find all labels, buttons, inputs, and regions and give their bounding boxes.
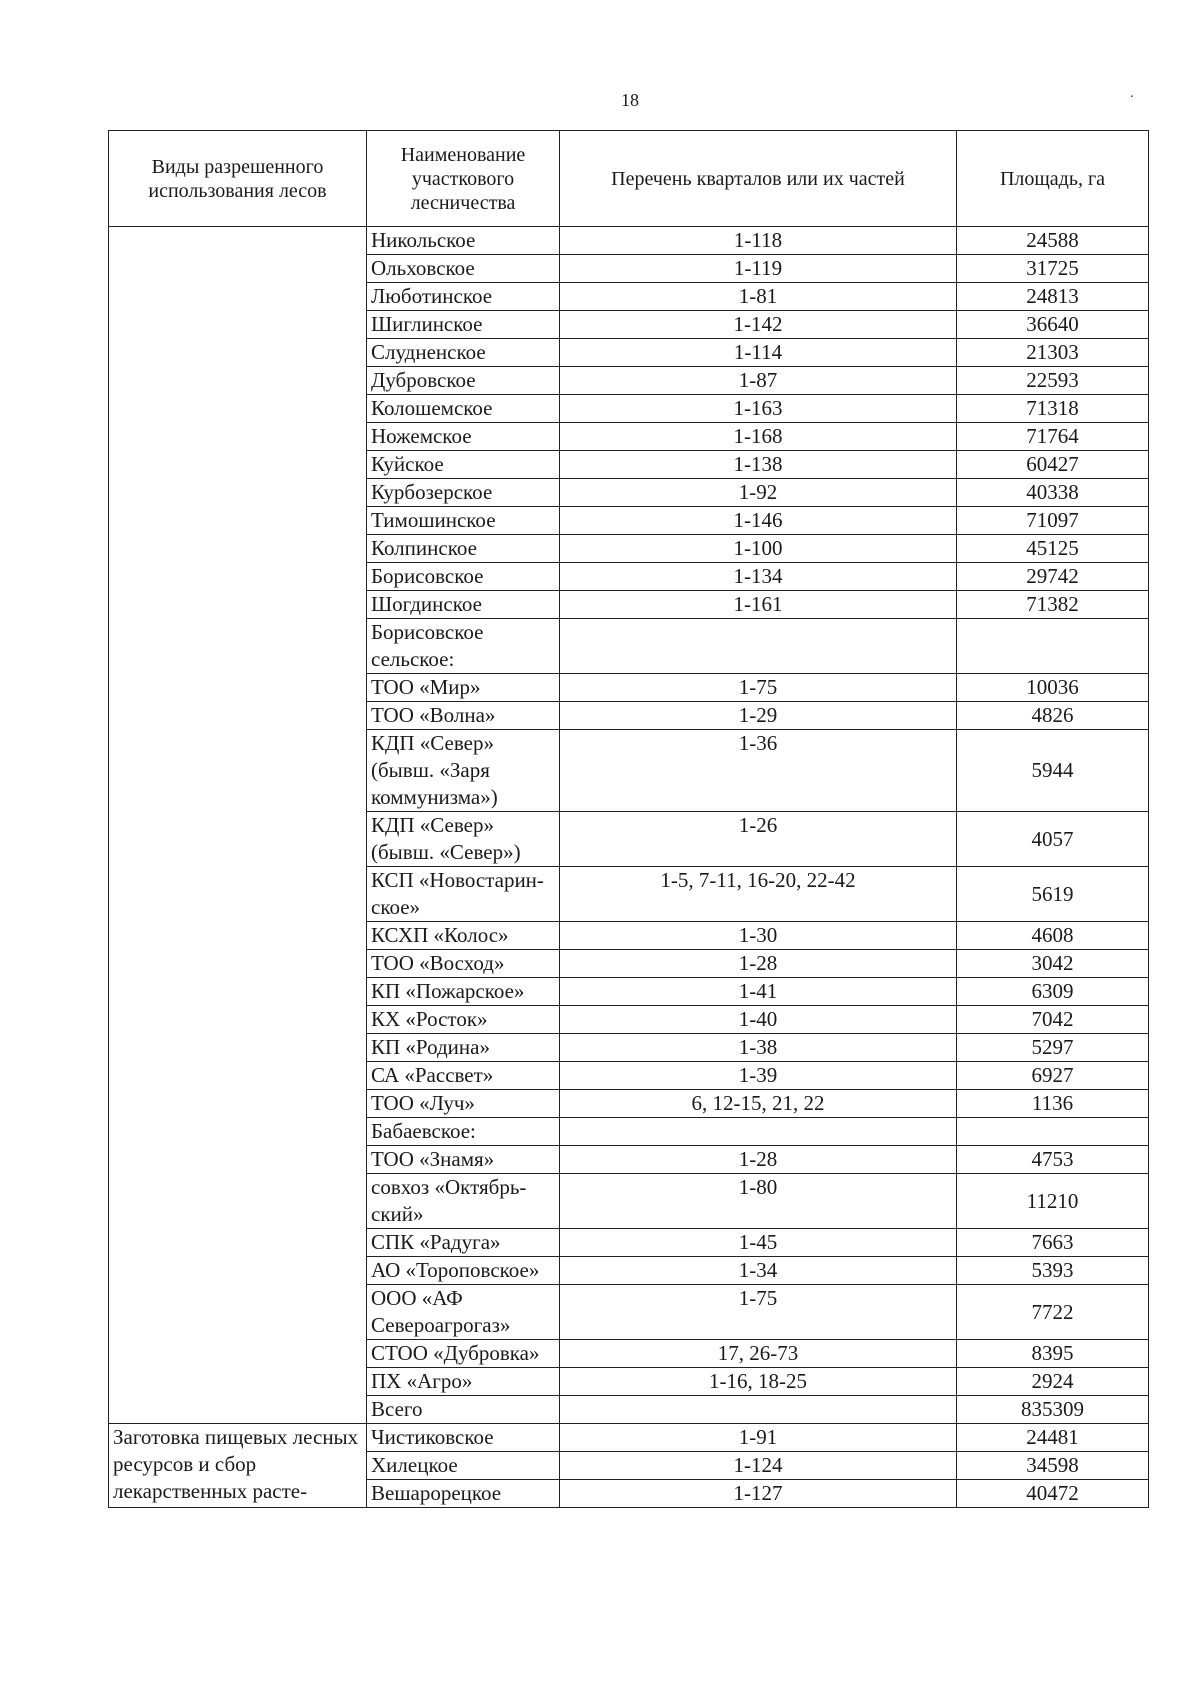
quarters-list: 1-146 [560,507,957,535]
area-value: 5944 [957,730,1149,812]
forestry-name: СПК «Радуга» [367,1229,560,1257]
header-quarters: Перечень кварталов или их частей [560,131,957,227]
area-value: 4608 [957,922,1149,950]
area-value: 34598 [957,1452,1149,1480]
area-value: 71097 [957,507,1149,535]
quarters-list: 1-124 [560,1452,957,1480]
area-value: 71318 [957,395,1149,423]
forestry-name: КДП «Север» (бывш. «Заря коммунизма») [367,730,560,812]
area-value: 4826 [957,702,1149,730]
quarters-list: 1-142 [560,311,957,339]
forestry-name: Люботинское [367,283,560,311]
quarters-list [560,1396,957,1424]
forestry-name: Шогдинское [367,591,560,619]
area-value: 1136 [957,1090,1149,1118]
forestry-name: ТОО «Знамя» [367,1146,560,1174]
forestry-name: КХ «Росток» [367,1006,560,1034]
quarters-list: 1-81 [560,283,957,311]
table-row [109,1424,1149,1452]
forestry-name: Курбозерское [367,479,560,507]
quarters-list: 1-119 [560,255,957,283]
forestry-name: ТОО «Волна» [367,702,560,730]
quarters-list: 1-5, 7-11, 16-20, 22-42 [560,867,957,922]
area-value [957,1118,1149,1146]
area-value: 835309 [957,1396,1149,1424]
area-value: 7722 [957,1285,1149,1340]
quarters-list: 1-28 [560,950,957,978]
area-value: 10036 [957,674,1149,702]
area-value: 6309 [957,978,1149,1006]
quarters-list: 1-134 [560,563,957,591]
forestry-name: Вешарорецкое [367,1480,560,1508]
quarters-list: 1-28 [560,1146,957,1174]
forestry-name: Ольховское [367,255,560,283]
quarters-list: 1-87 [560,367,957,395]
forestry-name: СА «Рассвет» [367,1062,560,1090]
quarters-list: 1-34 [560,1257,957,1285]
quarters-list: 1-92 [560,479,957,507]
forestry-name: КП «Пожарское» [367,978,560,1006]
forestry-name: ТОО «Восход» [367,950,560,978]
forest-use-table [108,130,1149,1508]
quarters-list: 1-75 [560,1285,957,1340]
forestry-name: СТОО «Дубровка» [367,1340,560,1368]
quarters-list: 1-138 [560,451,957,479]
area-value: 5297 [957,1034,1149,1062]
quarters-list: 1-29 [560,702,957,730]
scan-mark: . [1130,86,1134,101]
area-value: 11210 [957,1174,1149,1229]
area-value: 36640 [957,311,1149,339]
quarters-list: 1-91 [560,1424,957,1452]
forestry-name: Борисовское сельское: [367,619,560,674]
area-value: 22593 [957,367,1149,395]
quarters-list: 1-114 [560,339,957,367]
header-use-type: Виды разрешенного использования лесов [109,131,367,227]
forestry-name: ТОО «Луч» [367,1090,560,1118]
area-value: 4057 [957,812,1149,867]
table-header-row [109,131,1149,227]
area-value: 8395 [957,1340,1149,1368]
area-value: 29742 [957,563,1149,591]
area-value: 7663 [957,1229,1149,1257]
forestry-name: Бабаевское: [367,1118,560,1146]
quarters-list: 1-168 [560,423,957,451]
area-value: 21303 [957,339,1149,367]
forestry-name: совхоз «Октябрь-ский» [367,1174,560,1229]
forestry-name: КСХП «Колос» [367,922,560,950]
forestry-name: Никольское [367,227,560,255]
quarters-list: 1-41 [560,978,957,1006]
area-value: 5619 [957,867,1149,922]
forestry-name: Колошемское [367,395,560,423]
area-value: 71382 [957,591,1149,619]
forestry-name: АО «Тороповское» [367,1257,560,1285]
forestry-name: КП «Родина» [367,1034,560,1062]
area-value: 4753 [957,1146,1149,1174]
header-forestry: Наименование участкового лесничества [367,131,560,227]
quarters-list: 1-39 [560,1062,957,1090]
forestry-name: Колпинское [367,535,560,563]
area-value: 24481 [957,1424,1149,1452]
quarters-list: 1-26 [560,812,957,867]
forestry-name: Шиглинское [367,311,560,339]
area-value: 60427 [957,451,1149,479]
quarters-list: 1-127 [560,1480,957,1508]
quarters-list: 6, 12-15, 21, 22 [560,1090,957,1118]
header-area: Площадь, га [957,131,1149,227]
quarters-list: 1-163 [560,395,957,423]
forestry-name: Хилецкое [367,1452,560,1480]
quarters-list: 1-118 [560,227,957,255]
forestry-name: КДП «Север» (бывш. «Север») [367,812,560,867]
forestry-name: Слудненское [367,339,560,367]
forestry-name: Тимошинское [367,507,560,535]
quarters-list: 1-16, 18-25 [560,1368,957,1396]
forestry-name: Борисовское [367,563,560,591]
area-value: 45125 [957,535,1149,563]
area-value: 31725 [957,255,1149,283]
area-value [957,619,1149,674]
area-value: 40338 [957,479,1149,507]
area-value: 6927 [957,1062,1149,1090]
quarters-list [560,1118,957,1146]
quarters-list: 1-100 [560,535,957,563]
area-value: 40472 [957,1480,1149,1508]
quarters-list: 17, 26-73 [560,1340,957,1368]
quarters-list: 1-36 [560,730,957,812]
area-value: 3042 [957,950,1149,978]
table-row [109,227,1149,255]
quarters-list: 1-75 [560,674,957,702]
forestry-name: Чистиковское [367,1424,560,1452]
forestry-name: КСП «Новостарин-ское» [367,867,560,922]
forestry-name: ПХ «Агро» [367,1368,560,1396]
quarters-list: 1-80 [560,1174,957,1229]
forestry-name: Ножемское [367,423,560,451]
quarters-list: 1-40 [560,1006,957,1034]
forestry-name: Всего [367,1396,560,1424]
area-value: 24588 [957,227,1149,255]
forestry-name: ООО «АФ Североагрогаз» [367,1285,560,1340]
use-type-cell [109,227,367,1424]
forestry-name: ТОО «Мир» [367,674,560,702]
area-value: 71764 [957,423,1149,451]
page-number: 18 [621,90,639,110]
forestry-name: Дубровское [367,367,560,395]
area-value: 24813 [957,283,1149,311]
quarters-list: 1-38 [560,1034,957,1062]
quarters-list: 1-161 [560,591,957,619]
use-type-cell: Заготовка пищевых лесных ресурсов и сбор лекарственных расте- [109,1424,367,1508]
forestry-name: Куйское [367,451,560,479]
quarters-list: 1-45 [560,1229,957,1257]
area-value: 7042 [957,1006,1149,1034]
quarters-list: 1-30 [560,922,957,950]
quarters-list [560,619,957,674]
area-value: 5393 [957,1257,1149,1285]
area-value: 2924 [957,1368,1149,1396]
